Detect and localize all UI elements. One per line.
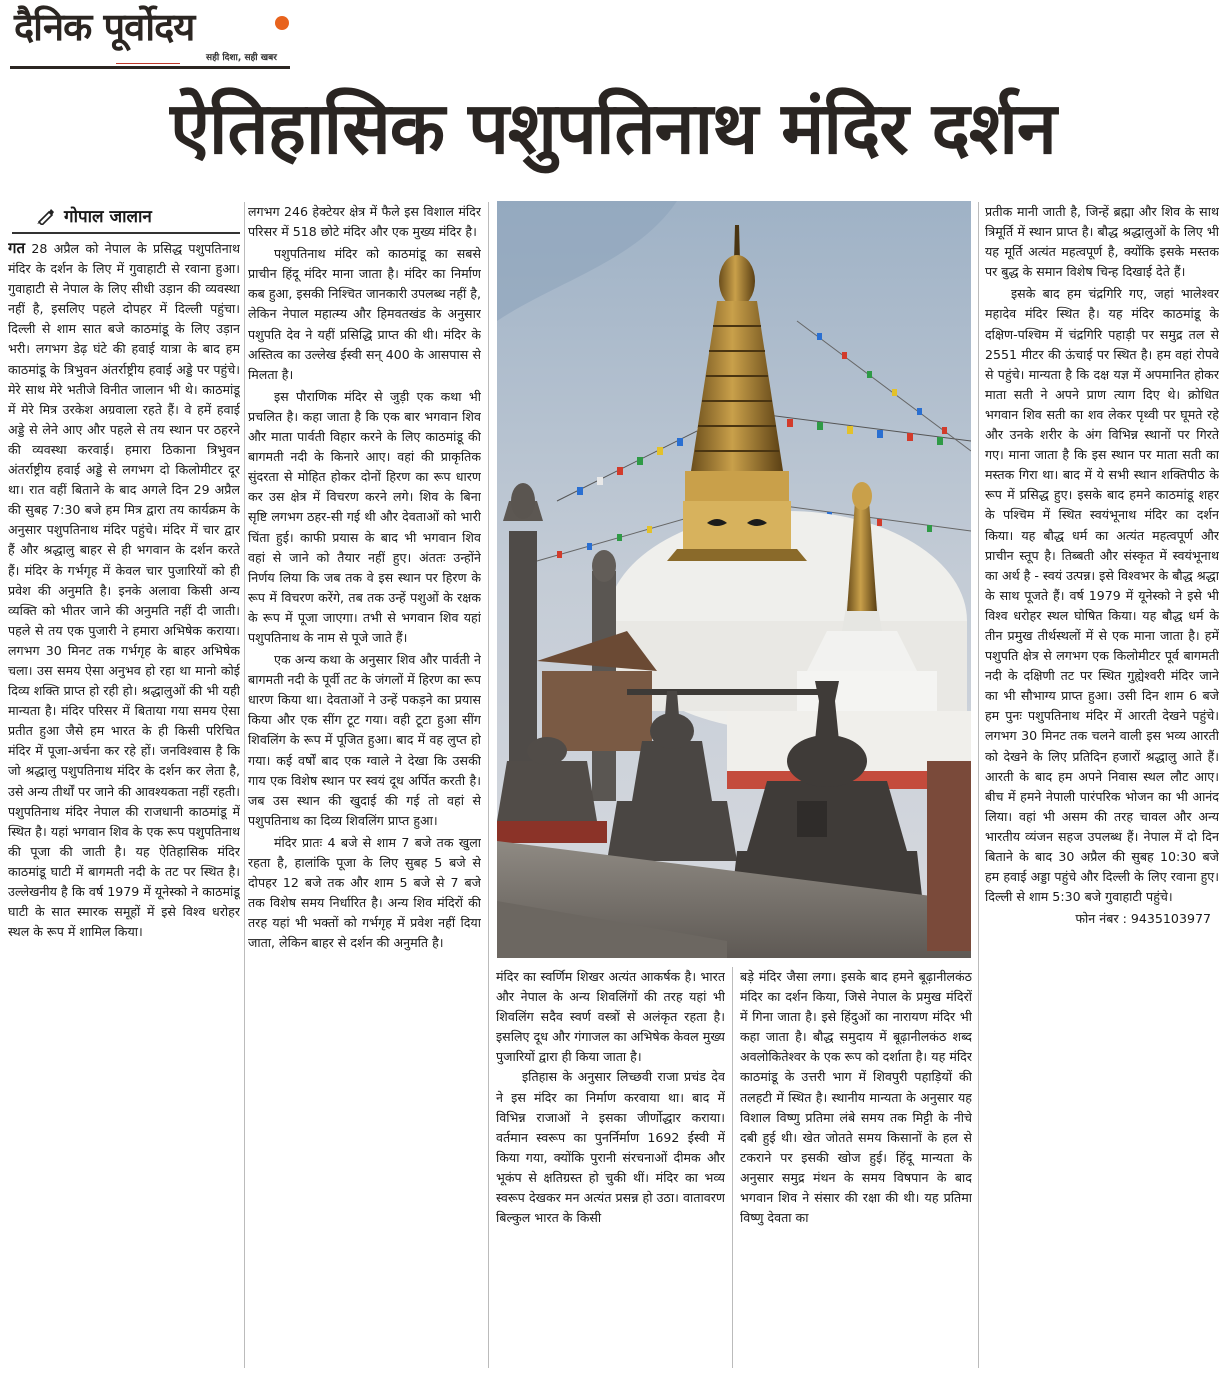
article-paragraph: इसके बाद हम चंद्रगिरि गए, जहां भालेश्वर महादेव मंदिर स्थित है। यह मंदिर काठमांडू के दक्षिण-पश्चिम में चंद्रगिरि पहाड़ी पर समुद्र तल से 2551 मीटर की ऊंचाई पर स्थित है। हम वहां रोपवे से पहुंचे। मान्यता है कि दक्ष यज्ञ में अपमानित होकर माता सती ने अपने प्राण त्याग दिए थे। क्रोधित भगवान शिव सती का शव लेकर पृथ्वी पर घूमते रहे और उनके शरीर के अंग विभिन्न स्थानों पर गिरते गए। माना जाता है कि इस स्थान पर माता सती का मस्तक गिरा था। बाद में ये सभी स्थान शक्तिपीठ के रूप में प्रसिद्ध हुए। इसके बाद हमने काठमांडू शहर के पश्चिम में स्थित स्वयंभूनाथ मंदिर का दर्शन किया। यह बौद्ध धर्म का अत्यंत महत्वपूर्ण और प्राचीन स्तूप है। तिब्बती और संस्कृत में स्वयंभूनाथ का अर्थ है - स्वयं उत्पन्न। इसे विश्वभर के बौद्ध श्रद्धा के साथ पूजते हैं। वर्ष 1979 में यूनेस्को ने इसे भी विश्व धरोहर स्थल घोषित किया। यह बौद्ध धर्म के तीन प्रमुख तीर्थस्थलों में से एक माना जाता है। हमें पशुपति क्षेत्र से लगभग एक किलोमीटर पूर्व बागमती नदी के दक्षिणी तट पर स्थित गुह्येश्वरी मंदिर जाने का भी सौभाग्य प्राप्त हुआ। उसी दिन शाम 6 बजे हम पुनः पशुपतिनाथ मंदिर में आरती देखने पहुंचे। लगभग 30 मिनट तक चलने वाली इस भव्य आरती को देखने के लिए प्रतिदिन हजारों श्रद्धालु आते हैं। आरती के बाद हम अपने निवास स्थल लौट आए। बीच में हमने नेपाली पारंपरिक भोजन का भी आनंद लिया। वहां भी असम की तरह चावल और अन्य भारतीय व्यंजन सहज उपलब्ध हैं। नेपाल में दो दिन बिताने के बाद 30 अप्रैल की सुबह 10:30 बजे हम हवाई अड्डा पहुंचे और दिल्ली के लिए रवाना हुए। दिल्ली से शाम 5:30 बजे गुवाहाटी पहुंचे। bbox=[985, 286, 1219, 905]
article-paragraph: लगभग 246 हेक्टेयर क्षेत्र में फैले इस विशाल मंदिर परिसर में 518 छोटे मंदिर और एक मुख्य मंदिर है। bbox=[248, 204, 481, 240]
stupa-photo bbox=[497, 201, 971, 958]
article-headline: ऐतिहासिक पशुपतिनाथ मंदिर दर्शन bbox=[170, 86, 1056, 170]
lead-word: गत bbox=[8, 239, 25, 257]
article-paragraph: एक अन्य कथा के अनुसार शिव और पार्वती ने बागमती नदी के पूर्वी तट के जंगलों में हिरण का रूप धारण किया था। देवताओं ने उन्हें पकड़ने का प्रयास किया और एक सींग टूट गया। वही टूटा हुआ सींग शिवलिंग के रूप में पूजित हुआ। बाद में वह लुप्त हो गया। कई वर्षों बाद एक ग्वाले ने देखा कि उसकी गाय एक विशेष स्थान पर स्वयं दूध अर्पित करती है। जब उस स्थान की खुदाई की गई तो वहां से पशुपतिनाथ का दिव्य शिवलिंग प्राप्त हुआ। bbox=[248, 652, 481, 828]
stupa-illustration bbox=[497, 201, 971, 958]
article-paragraph: इतिहास के अनुसार लिच्छवी राजा प्रचंड देव ने इस मंदिर का निर्माण करवाया था। बाद में विभिन्न राजाओं ने इसका जीर्णोद्धार कराया। वर्तमान स्वरूप का पुनर्निर्माण 1692 ईस्वी में किया गया, क्योंकि पुरानी संरचनाओं दीमक और भूकंप से क्षतिग्रस्त हो चुकी थीं। मंदिर का भव्य स्वरूप देखकर मन अत्यंत प्रसन्न हो उठा। वातावरण बिल्कुल भारत के किसी bbox=[496, 1069, 725, 1226]
column-divider bbox=[488, 202, 489, 1368]
byline bbox=[12, 204, 240, 230]
masthead-tagline: सही दिशा, सही खबर bbox=[206, 53, 277, 63]
phone-number: फोन नंबर : 9435103977 bbox=[1075, 911, 1211, 927]
byline-rule bbox=[12, 232, 240, 234]
masthead bbox=[10, 4, 290, 70]
masthead-rule bbox=[10, 66, 290, 69]
article-paragraph bbox=[8, 238, 240, 942]
column-divider bbox=[732, 967, 733, 1368]
article-paragraph: मंदिर प्रातः 4 बजे से शाम 7 बजे तक खुला रहता है, हालांकि पूजा के लिए सुबह 5 बजे से दोपहर 12 बजे तक और शाम 5 बजे से 7 बजे तक विशेष समय निर्धारित है। अन्य शिव मंदिरों की तरह यहां भी भक्तों को गर्भगृह में प्रवेश नहीं दिया जाता, लेकिन बाहर से दर्शन की अनुमति है। bbox=[248, 834, 481, 951]
newspaper-name: दैनिक पूर्वोदय bbox=[14, 5, 195, 49]
article-paragraph: बड़े मंदिर जैसा लगा। इसके बाद हमने बूढ़ानीलकंठ मंदिर का दर्शन किया, जिसे नेपाल के प्रमुख मंदिरों में गिना जाता है। इसे हिंदुओं का नारायण मंदिर भी कहा जाता है। बौद्ध समुदाय में बूढ़ानीलकंठ शब्द अवलोकितेश्वर के एक रूप को दर्शाता है। यह मंदिर काठमांडू के उत्तरी भाग में शिवपुरी पहाड़ियों की तलहटी में स्थित है। स्थानीय मान्यता के अनुसार यह विशाल विष्णु प्रतिमा लंबे समय तक मिट्टी के नीचे दबी हुई थी। खेत जोतते समय किसानों के हल से टकराने पर इसकी खोज हुई। हिंदू मान्यता के अनुसार समुद्र मंथन के समय विषपान के बाद भगवान शिव ने संसार की रक्षा की थी। यह प्रतिमा विष्णु देवता का bbox=[740, 969, 972, 1226]
article-paragraph: इस पौराणिक मंदिर से जुड़ी एक कथा भी प्रचलित है। कहा जाता है कि एक बार भगवान शिव और माता पार्वती विहार करने के लिए काठमांडू की बागमती नदी के किनारे आए। वहां की प्राकृतिक सुंदरता से मोहित होकर दोनों हिरण का रूप धारण कर उस क्षेत्र में विचरण करने लगे। शिव के बिना सृष्टि लगभग ठहर-सी गई थी और देवताओं को भारी चिंता हुई। काफी प्रयास के बाद भी भगवान शिव वहां से जाने को तैयार नहीं हुए। अंततः उन्होंने निर्णय लिया कि जब तक वे इस स्थान पर हिरण के रूप में विचरण करेंगे, तब तक उन्हें पशुओं के रक्षक के रूप में पूजा जाएगा। तभी से भगवान शिव यहां पशुपतिनाथ के नाम से पूजे जाते हैं। bbox=[248, 388, 481, 645]
article-column-3 bbox=[496, 967, 725, 1368]
article-paragraph: पशुपतिनाथ मंदिर को काठमांडू का सबसे प्राचीन हिंदू मंदिर माना जाता है। मंदिर का निर्माण कब हुआ, इसकी निश्चित जानकारी उपलब्ध नहीं है, लेकिन नेपाल महात्म्य और हिमवतखंड के अनुसार पशुपति देव ने यहीं प्रसिद्धि प्राप्त की थी। मंदिर के अस्तित्व का उल्लेख ईस्वी सन् 400 के आसपास से मिलता है। bbox=[248, 246, 481, 382]
article-column-5 bbox=[985, 202, 1219, 1368]
article-paragraph: मंदिर का स्वर्णिम शिखर अत्यंत आकर्षक है। भारत और नेपाल के अन्य शिवलिंगों की तरह यहां भी शिवलिंग सदैव स्वर्ण वस्त्रों से अलंकृत रहता है। इसलिए दूध और गंगाजल का अभिषेक केवल मुख्य पुजारियों द्वारा ही किया जाता है। bbox=[496, 969, 725, 1065]
column-divider bbox=[978, 202, 979, 1368]
masthead-sun-dot-icon bbox=[275, 16, 289, 30]
article-column-1 bbox=[8, 238, 240, 1368]
author-name: गोपाल जालान bbox=[64, 207, 152, 227]
pen-nib-icon bbox=[36, 207, 56, 225]
paragraph-text: 28 अप्रैल को नेपाल के प्रसिद्ध पशुपतिनाथ मंदिर के दर्शन के लिए में गुवाहाटी से रवाना हुआ। गुवाहाटी से नेपाल के लिए सीधी उड़ान की व्यवस्था नहीं है, इसलिए पहले दोपहर में दिल्ली पहुंचा। दिल्ली से शाम सात बजे काठमांडू के लिए उड़ान भरी। लगभग डेढ़ घंटे की हवाई यात्रा के बाद हम काठमांडू के त्रिभुवन अंतर्राष्ट्रीय हवाई अड्डे पर पहुंचे। मेरे साथ मेरे भतीजे विनीत जालान भी थे। काठमांडू में मेरे मित्र उरकेश अग्रवाला रहते हैं। वे हमें हवाई अड्डे से लेने आए और पहले से तय स्थान पर ठहरने की व्यवस्था करवाई। हमारा ठिकाना त्रिभुवन अंतर्राष्ट्रीय हवाई अड्डे से लगभग दो किलोमीटर दूर था। रात वहीं बिताने के बाद अगले दिन 29 अप्रैल की सुबह 7:30 बजे हम मित्र द्वारा तय कार्यक्रम के अनुसार पशुपतिनाथ मंदिर पहुंचे। मंदिर में चार द्वार हैं और श्रद्धालु बाहर से ही भगवान के दर्शन करते हैं। मंदिर के गर्भगृह में केवल चार पुजारियों को ही प्रवेश की अनुमति है। इनके अलावा किसी अन्य व्यक्ति को भीतर जाने की अनुमति नहीं दी जाती। पहले से तय एक पुजारी ने हमारा अभिषेक कराया। लगभग 30 मिनट तक गर्भगृह के बाहर अभिषेक चला। उस समय ऐसा अनुभव हो रहा था मानो कोई दिव्य शक्ति प्राप्त हो रही हो। श्रद्धालुओं की भी यही मान्यता है। मंदिर परिसर में बिताया गया समय ऐसा प्रतीत हुआ जैसे हम भारत के ही किसी परिचित मंदिर में पूजा-अर्चना कर रहे हों। जनविश्वास है कि जो श्रद्धालु पशुपतिनाथ मंदिर के दर्शन कर लेता है, उसे अन्य तीर्थों पर जाने की आवश्यकता नहीं रहती। पशुपतिनाथ मंदिर नेपाल की राजधानी काठमांडू में स्थित है। यहां भगवान शिव के एक रूप पशुपतिनाथ की पूजा की जाती है। यह ऐतिहासिक मंदिर काठमांडू घाटी में बागमती नदी के तट पर स्थित है। उल्लेखनीय है कि वर्ष 1979 में यूनेस्को ने काठमांडू घाटी के सात स्मारक समूहों में इसे विश्व धरोहर स्थल के रूप में शामिल किया। bbox=[8, 241, 240, 940]
article-paragraph: प्रतीक मानी जाती है, जिन्हें ब्रह्मा और शिव के साथ त्रिमूर्ति में स्थान प्राप्त है। बौद्ध श्रद्धालुओं के लिए भी यह मूर्ति अत्यंत महत्वपूर्ण है, क्योंकि इसके मस्तक पर बुद्ध के समान विशेष चिन्ह दिखाई देते हैं। bbox=[985, 204, 1219, 280]
article-column-4 bbox=[740, 967, 972, 1368]
masthead-accent-line bbox=[116, 63, 180, 64]
article-column-2 bbox=[248, 202, 481, 1368]
column-divider bbox=[244, 202, 245, 1368]
